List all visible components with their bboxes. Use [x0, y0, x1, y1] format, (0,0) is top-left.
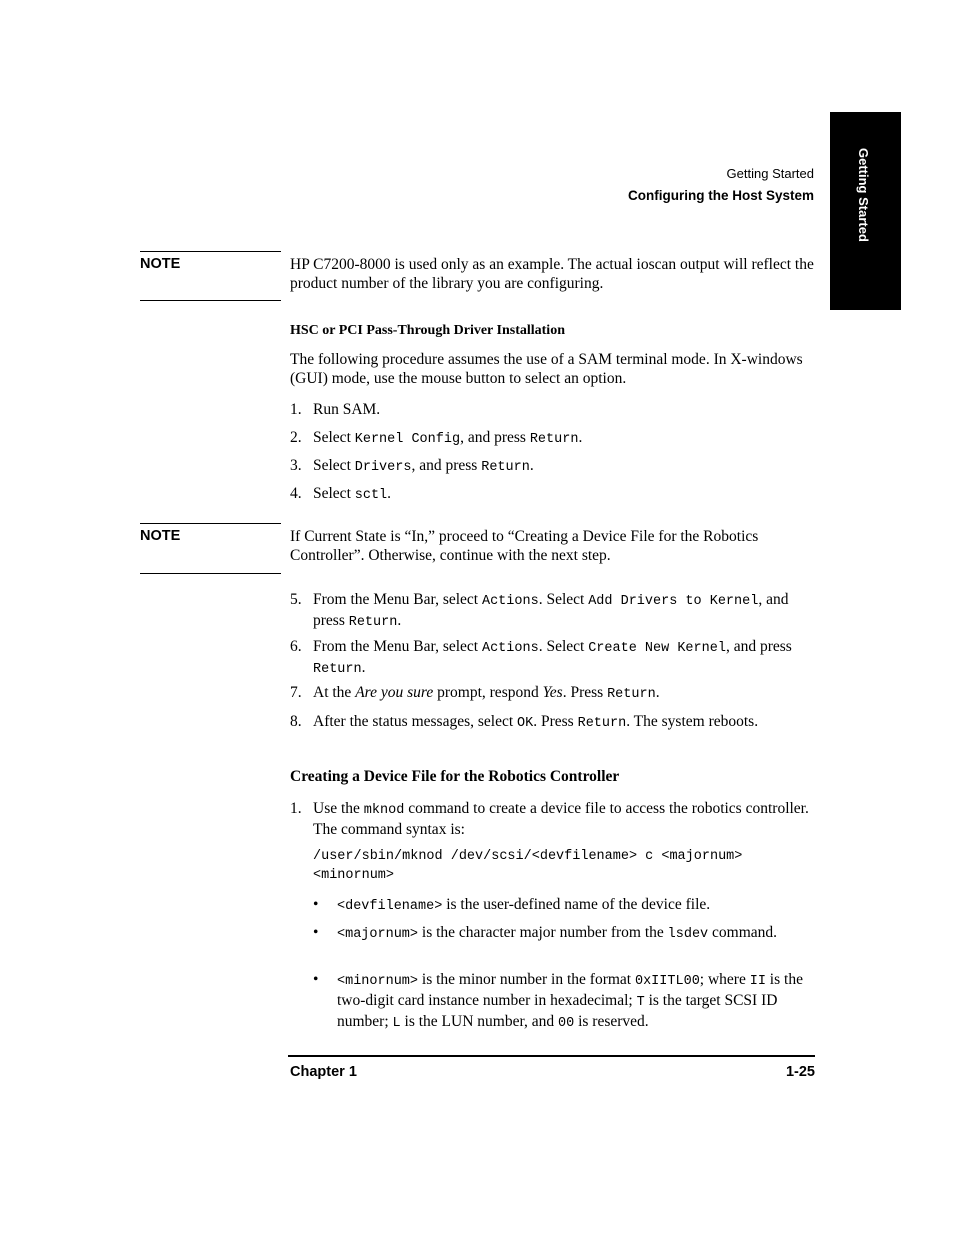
running-header-subsection: Configuring the Host System	[627, 188, 814, 203]
note-label: NOTE	[140, 256, 181, 272]
chapter-side-tab	[830, 112, 901, 310]
running-header-section: Getting Started	[726, 166, 814, 181]
side-tab-label: Getting Started	[856, 148, 871, 242]
command-syntax: /user/sbin/mknod /dev/scsi/<devfilename> c <majornum> <minornum>	[313, 849, 743, 883]
note-bottom-rule	[140, 300, 281, 301]
footer-rule	[288, 1055, 815, 1057]
list-item: 2. Select Kernel Config, and press Return.	[290, 429, 583, 447]
note-bottom-rule	[140, 573, 281, 574]
note-top-rule	[140, 251, 281, 252]
footer-chapter: Chapter 1	[290, 1064, 357, 1080]
note-top-rule	[140, 523, 281, 524]
section-heading: HSC or PCI Pass-Through Driver Installation	[290, 323, 565, 338]
list-item: 7. At the Are you sure prompt, respond Yes. Press Return.	[290, 684, 660, 702]
list-item: 1. Use the mknod command to create a device file to access the robotics controller. The command syntax is:	[290, 800, 809, 838]
list-item: 6. From the Menu Bar, select Actions. Select Create New Kernel, and press Return.	[290, 638, 792, 677]
section-intro: The following procedure assumes the use of a SAM terminal mode. In X-windows (GUI) mode, use the mouse button to select an option.	[290, 351, 803, 387]
bullet-icon: •	[313, 924, 319, 941]
note-text: HP C7200-8000 is used only as an example. The actual ioscan output will reflect the product number of the library you are configuring.	[290, 256, 814, 292]
list-item: 3. Select Drivers, and press Return.	[290, 457, 534, 475]
note-text: If Current State is “In,” proceed to “Creating a Device File for the Robotics Controller”. Otherwise, continue with the next step.	[290, 528, 759, 564]
section-heading: Creating a Device File for the Robotics Controller	[290, 768, 620, 785]
bullet-icon: •	[313, 896, 319, 913]
list-item: 1. Run SAM.	[290, 401, 381, 418]
bullet-icon: •	[313, 971, 319, 988]
list-item: 8. After the status messages, select OK. Press Return. The system reboots.	[290, 713, 759, 731]
list-item: 5. From the Menu Bar, select Actions. Select Add Drivers to Kernel, and press Return.	[290, 591, 789, 630]
list-item: • <devfilename> is the user-defined name of the device file.	[313, 896, 711, 914]
note-label: NOTE	[140, 528, 181, 544]
list-item: • <minornum> is the minor number in the format 0xIITL00; where II is the two-digit card instance number in hexadecimal; T is the target SCSI ID number; L is the LUN number, and 00 is reserved.	[313, 971, 803, 1031]
list-item: • <majornum> is the character major number from the lsdev command.	[313, 924, 778, 942]
footer-page-number: 1-25	[785, 1064, 815, 1080]
list-item: 4. Select sctl.	[290, 485, 392, 503]
